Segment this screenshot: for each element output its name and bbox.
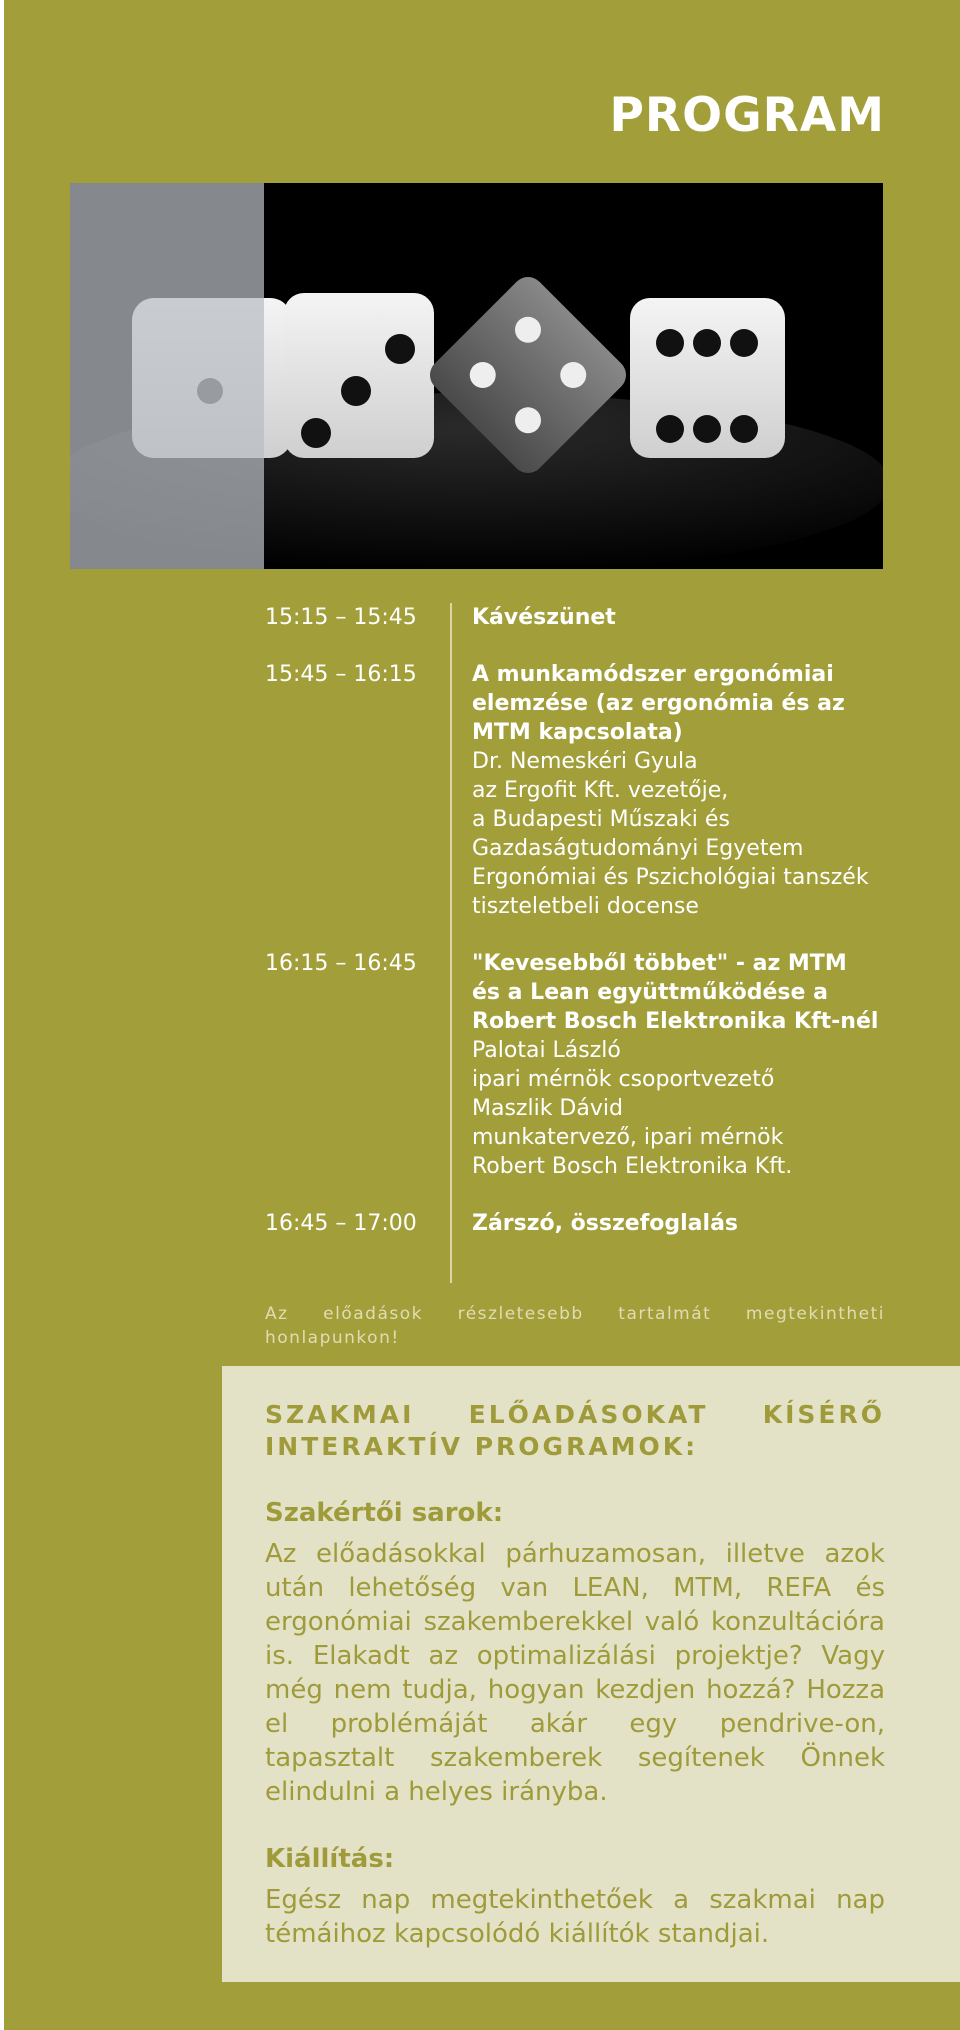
page-title: PROGRAM <box>609 88 885 143</box>
schedule-title: Kávészünet <box>472 605 616 630</box>
die-two <box>284 293 434 458</box>
interactive-programs-box <box>222 1366 960 1982</box>
dice-photo <box>70 183 883 569</box>
speaker-name: Maszlik Dávid <box>472 1096 623 1121</box>
schedule-row <box>265 603 885 632</box>
exhibition-text: Egész nap megtekinthetőek a szakmai nap témáihoz kapcsolódó kiállítók standjai. <box>265 1885 885 1949</box>
schedule-title: Zárszó, összefoglalás <box>472 1211 739 1236</box>
page-edge <box>0 0 4 2030</box>
schedule-row <box>265 1209 885 1238</box>
schedule-content <box>472 949 882 1181</box>
schedule-title: A munkamódszer ergonómiai elemzése (az ergonómia és az MTM kapcsolata) <box>472 662 845 745</box>
speaker-role: a Budapesti Műszaki és Gazdaságtudományi Egyetem Ergonómiai és Pszichológiai tanszék tiszteletbeli docense <box>472 807 869 919</box>
schedule-row <box>265 949 885 1181</box>
speaker-company: Robert Bosch Elektronika Kft. <box>472 1154 793 1179</box>
schedule-list <box>265 603 885 1266</box>
speaker-name: Dr. Nemeskéri Gyula <box>472 749 698 774</box>
interactive-programs-content <box>265 1399 885 1951</box>
schedule-row <box>265 660 885 921</box>
speaker-role: munkatervező, ipari mérnök <box>472 1125 784 1150</box>
schedule-time: 16:45 – 17:00 <box>265 1211 417 1236</box>
schedule-time: 16:15 – 16:45 <box>265 951 417 976</box>
website-note: Az előadások részletesebb tartalmát megtekintheti honlapunkon! <box>265 1304 885 1348</box>
exhibition-title: Kiállítás: <box>265 1844 395 1874</box>
speaker-name: Palotai László <box>472 1038 621 1063</box>
speaker-role: ipari mérnök csoportvezető <box>472 1067 775 1092</box>
schedule-title: "Kevesebből többet" - az MTM és a Lean együttműködése a Robert Bosch Elektronika Kft-nél <box>472 951 879 1034</box>
schedule-content <box>472 660 882 921</box>
expert-corner-title: Szakértői sarok: <box>265 1498 504 1528</box>
box-heading: SZAKMAI ELŐADÁSOKAT KÍSÉRŐ INTERAKTÍV PROGRAMOK: <box>265 1400 885 1461</box>
schedule-content <box>472 1209 882 1238</box>
schedule-time: 15:45 – 16:15 <box>265 662 417 687</box>
schedule-time: 15:15 – 15:45 <box>265 605 417 630</box>
schedule-content <box>472 603 882 632</box>
speaker-role: az Ergofit Kft. vezetője, <box>472 778 729 803</box>
expert-corner-text: Az előadásokkal párhuzamosan, illetve azok után lehetőség van LEAN, MTM, REFA és ergonómiai szakemberekkel való konzultációra is. Elakadt az optimalizálási projektje? Vagy még nem tudja, hogyan kezdjen hozzá? Hozza el problémáját akár egy pendrive-on, tapasztalt szakemberek segítenek Önnek elindulni a helyes irányba. <box>265 1539 885 1807</box>
die-six <box>630 298 785 458</box>
